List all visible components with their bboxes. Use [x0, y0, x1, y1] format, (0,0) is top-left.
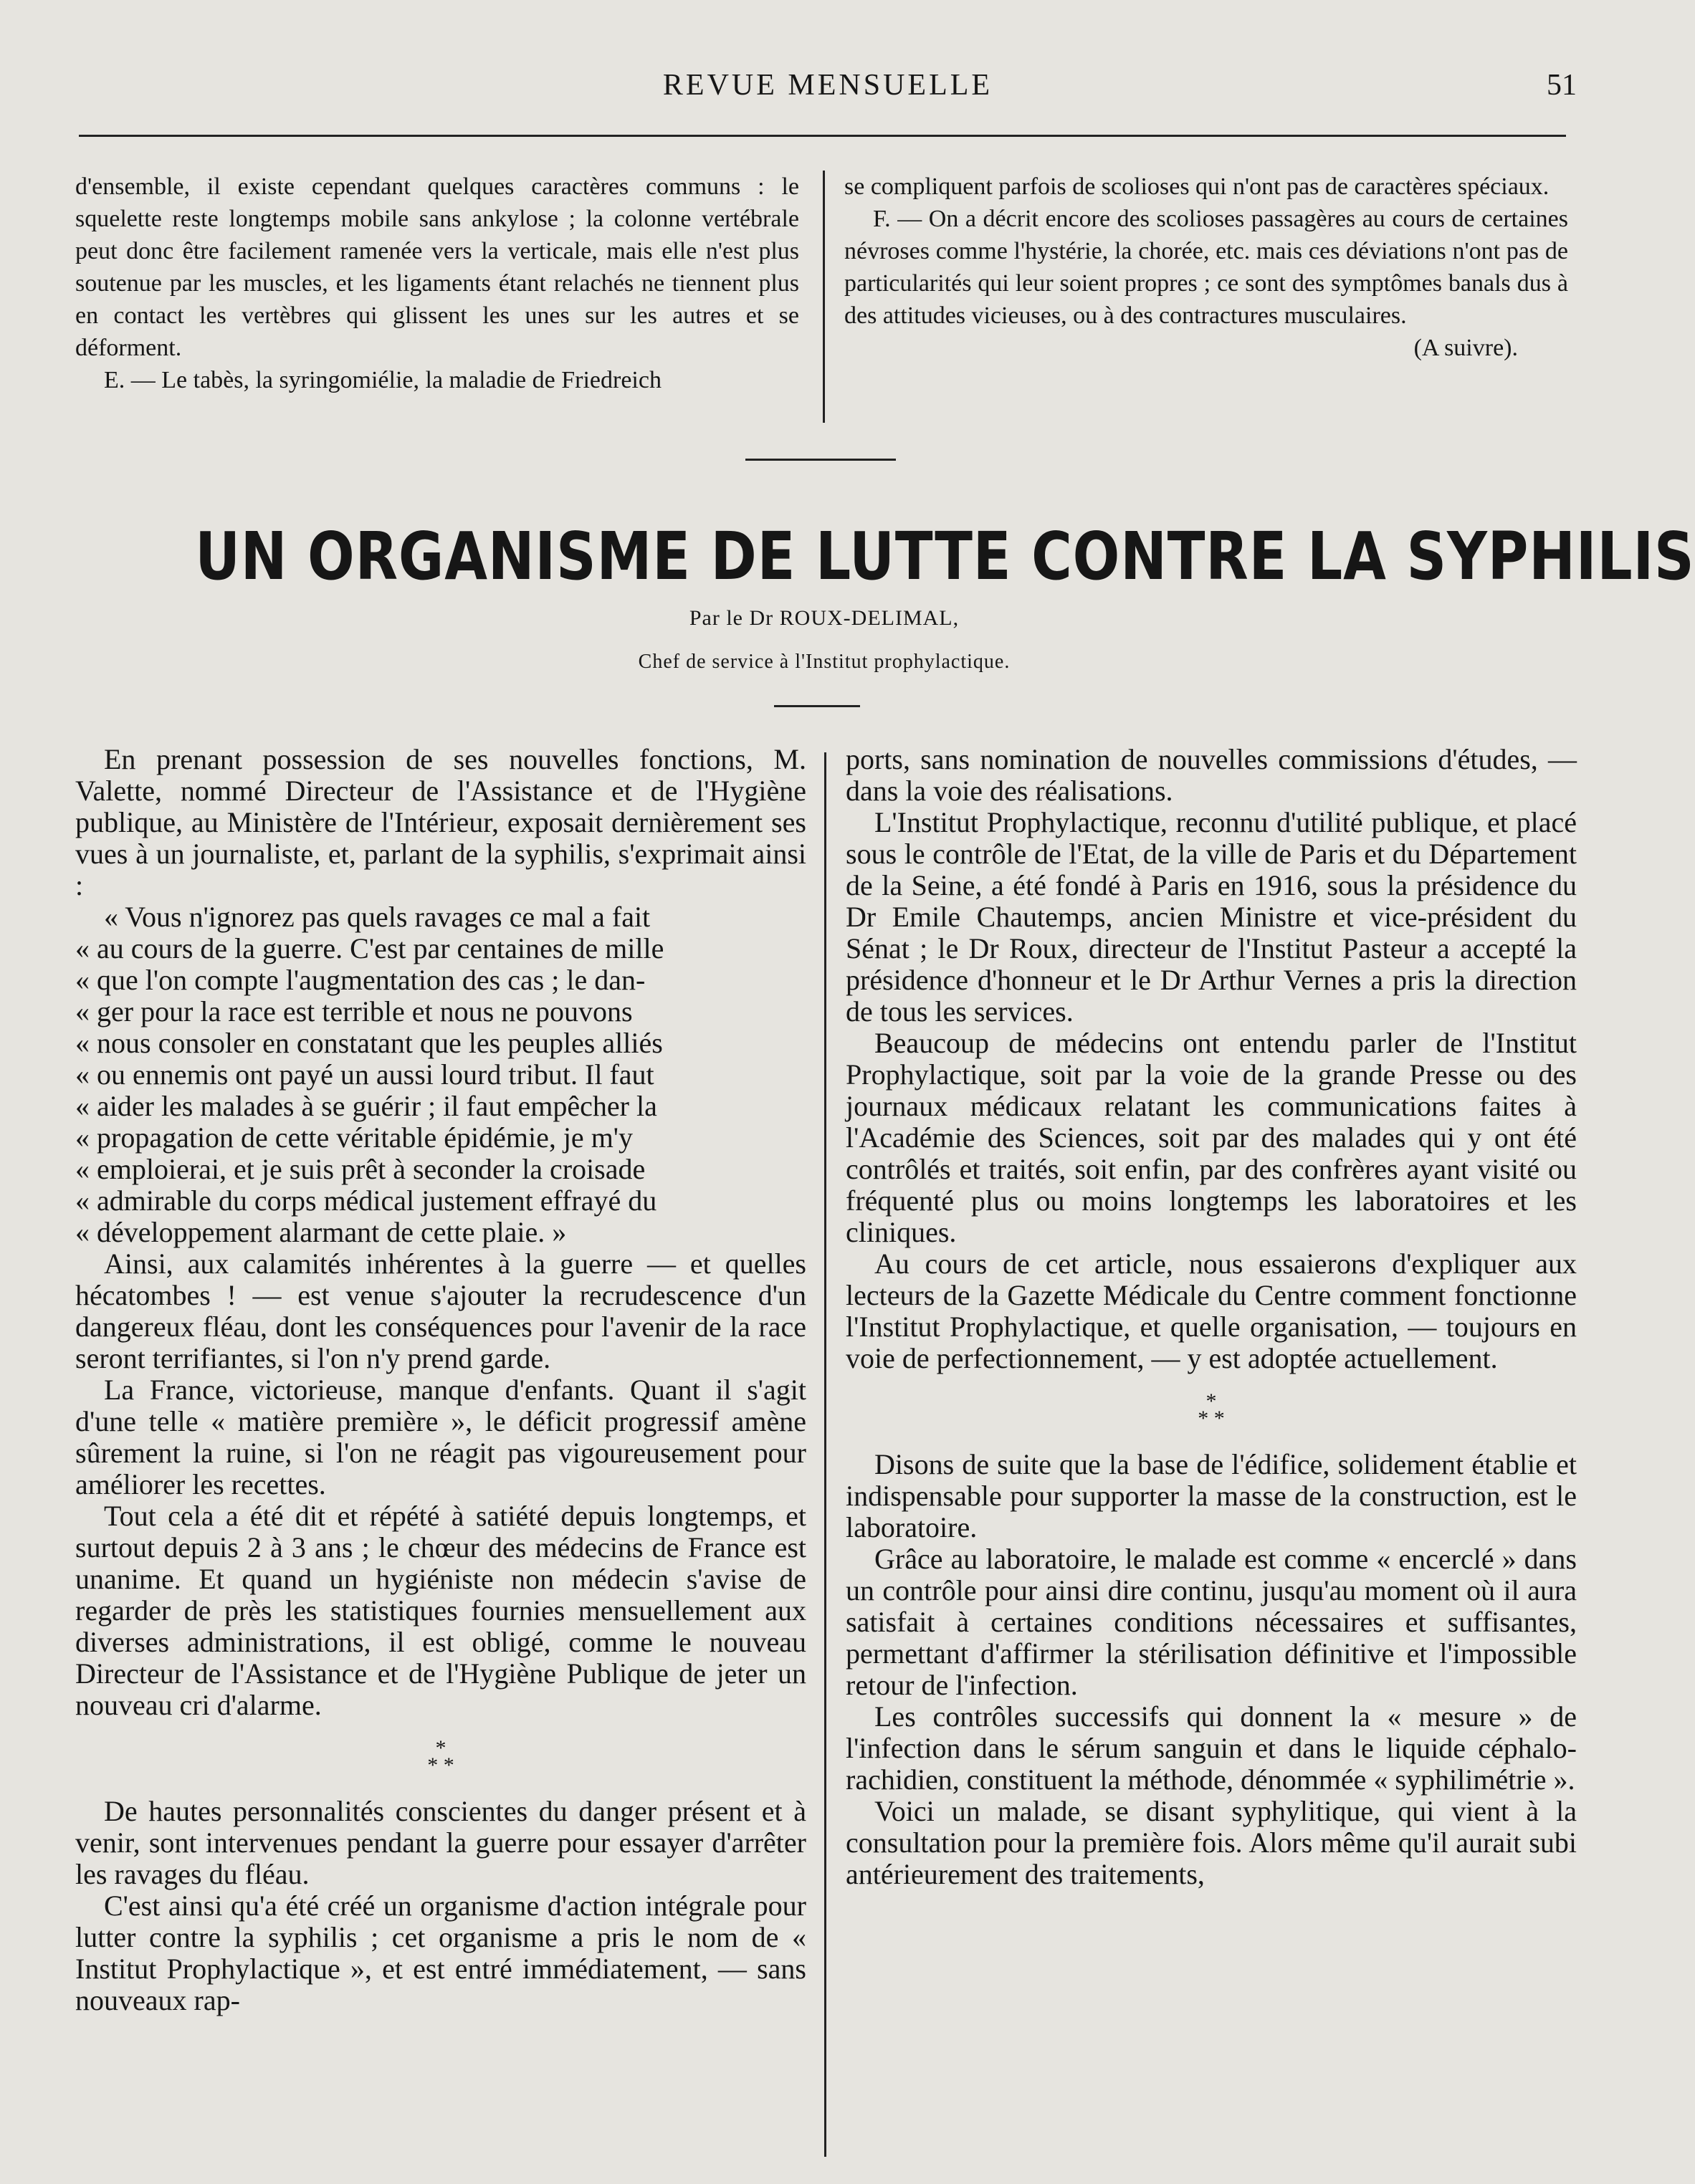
paragraph: Au cours de cet article, nous essaierons d'expliquer aux lecteurs de la Gazette Médicale du Centre comment fonctionne l'Institut Prophylactique, et quelle organisation, — toujours en voie de perfectionnement, — y est adoptée actuellement. — [846, 1247, 1577, 1374]
paragraph: Grâce au laboratoire, le malade est comme « encerclé » dans un contrôle pour ainsi dire continu, jusqu'au moment où il aura satisfait à certaines conditions nécessaires et suffisantes, permettant d'affirmer la stérilisation définitive et l'impossible retour de l'infection. — [846, 1543, 1577, 1701]
column-divider — [824, 752, 826, 2157]
title-rule — [774, 705, 860, 707]
continuation-paragraph: se compliquent parfois de scolioses qui n'ont pas de caractères spéciaux. — [844, 173, 1550, 200]
continuation-paragraph: d'ensemble, il existe cependant quelques caractères communs : le squelette reste longtemps mobile sans ankylose ; la colonne vertébrale peut donc être facilement ramenée vers la verticale, mais elle n'est plus soutenue par les muscles, et les ligaments étant relachés ne tiennent plus en contact les vertèbres qui glissent les unes sur les autres et se déforment. — [75, 173, 799, 361]
quote-line: « développement alarmant de cette plaie. » — [75, 1216, 567, 1248]
paragraph: Voici un malade, se disant syphylitique, qui vient à la consultation pour la première fois. Alors même qu'il aurait subi antérieurement des traitements, — [846, 1795, 1577, 1890]
quote-line: « au cours de la guerre. C'est par centaines de mille — [75, 932, 664, 964]
asterism-divider — [846, 1389, 1577, 1430]
section-rule — [745, 459, 896, 461]
quote-line: « aider les malades à se guérir ; il faut empêcher la — [75, 1090, 657, 1122]
quote-line: « nous consoler en constatant que les peuples alliés — [75, 1027, 663, 1059]
asterism-top: * — [1205, 1389, 1217, 1413]
quote-line: « que l'on compte l'augmentation des cas ; le dan- — [75, 964, 646, 996]
paragraph: En prenant possession de ses nouvelles fonctions, M. Valette, nommé Directeur de l'Assistance et de l'Hygiène publique, au Ministère de l'Intérieur, exposait dernièrement ses vues à un journaliste, et, parlant de la syphilis, s'exprimait ainsi : — [75, 743, 806, 901]
continuation-paragraph: F. — On a décrit encore des scolioses passagères au cours de certaines névroses comme l'hystérie, la chorée, etc. mais ces déviations n'ont pas de particularités qui leur soient propres ; ce sont des symptômes banals dus à des attitudes vicieuses, ou à des contractures musculaires. — [844, 206, 1568, 329]
to-be-continued: (A suivre). — [1413, 335, 1518, 361]
page-number: 51 — [1547, 69, 1577, 102]
article-byline: Par le Dr ROUX-DELIMAL, — [689, 606, 960, 630]
paragraph: ports, sans nomination de nouvelles commissions d'études, — dans la voie des réalisations. — [846, 743, 1577, 807]
paragraph: Les contrôles successifs qui donnent la « mesure » de l'infection dans le sérum sanguin et dans le liquide céphalo-rachidien, constituent la méthode, dénommée « syphilimétrie ». — [846, 1700, 1577, 1796]
quote-line: « emploierai, et je suis prêt à seconder la croisade — [75, 1153, 646, 1185]
asterism-bottom: * * — [1198, 1407, 1225, 1430]
paragraph: Disons de suite que la base de l'édifice, solidement établie et indispensable pour supporter la masse de la construction, est le laboratoire. — [846, 1448, 1577, 1543]
quote-line: « ger pour la race est terrible et nous ne pouvons — [75, 995, 633, 1028]
asterism-top: * — [435, 1736, 447, 1760]
asterism-divider — [75, 1736, 806, 1777]
paragraph: Ainsi, aux calamités inhérentes à la guerre — et quelles hécatombes ! — est venue s'ajouter la recrudescence d'un dangereux fléau, dont les conséquences pour l'avenir de la race seront terrifiantes, si l'on n'y prend garde. — [75, 1247, 806, 1374]
quote-line: « ou ennemis ont payé un aussi lourd tribut. Il faut — [75, 1058, 654, 1091]
paragraph: C'est ainsi qu'a été créé un organisme d'action intégrale pour lutter contre la syphilis ; cet organisme a pris le nom de « Institut Prophylactique », et est entré immédiatement, — sans nouveaux rap- — [75, 1890, 806, 2016]
continuation-paragraph: E. — Le tabès, la syringomiélie, la maladie de Friedreich — [104, 367, 662, 393]
running-head — [79, 68, 1577, 111]
quote-line: « propagation de cette véritable épidémie, je m'y — [75, 1121, 634, 1154]
quote-line: « admirable du corps médical justement effrayé du — [75, 1184, 657, 1217]
paragraph: L'Institut Prophylactique, reconnu d'utilité publique, et placé sous le contrôle de l'Etat, de la ville de Paris et du Département de la Seine, a été fondé à Paris en 1916, sous la présidence du Dr Emile Chautemps, ancien Ministre et vice-président du Sénat ; le Dr Roux, directeur de l'Institut Pasteur a accepté la présidence d'honneur et le Dr Arthur Vernes a pris la direction de tous les services. — [846, 806, 1577, 1028]
continuation-right-column — [844, 171, 1568, 428]
article-title: UN ORGANISME DE LUTTE CONTRE LA SYPHILIS — [195, 518, 1695, 595]
column-divider — [823, 171, 825, 423]
article-affiliation: Chef de service à l'Institut prophylactique. — [638, 651, 1011, 673]
quote-line: « Vous n'ignorez pas quels ravages ce mal a fait — [104, 901, 651, 933]
paragraph: La France, victorieuse, manque d'enfants. Quant il s'agit d'une telle « matière première », le déficit progressif amène sûrement la ruine, si l'on ne réagit pas vigoureusement pour améliorer les recettes. — [75, 1374, 806, 1500]
minister-quote — [75, 901, 806, 1248]
paragraph: De hautes personnalités conscientes du danger présent et à venir, sont intervenues pendant la guerre pour essayer d'arrêter les ravages du fléau. — [75, 1795, 806, 1890]
running-title: REVUE MENSUELLE — [662, 69, 993, 102]
article-left-column — [75, 744, 806, 2155]
header-rule — [79, 135, 1566, 137]
continuation-left-column — [75, 171, 799, 428]
paragraph: Tout cela a été dit et répété à satiété depuis longtemps, et surtout depuis 2 à 3 ans ; le chœur des médecins de France est unanime. Et quand un hygiéniste non médecin s'avise de regarder de près les statistiques fournies mensuellement aux diverses administrations, il est obligé, comme le nouveau Directeur de l'Assistance et de l'Hygiène Publique de jeter un nouveau cri d'alarme. — [75, 1500, 806, 1721]
article-right-column — [846, 744, 1577, 2155]
asterism-bottom: * * — [427, 1753, 454, 1777]
paragraph: Beaucoup de médecins ont entendu parler de l'Institut Prophylactique, soit par la voie de la grande Presse ou des journaux médicaux relatant les communications faites à l'Académie des Sciences, soit par des malades qui y ont été contrôlés et traités, soit enfin, par des confrères ayant visité ou fréquenté plus ou moins longtemps les laboratoires et les cliniques. — [846, 1027, 1577, 1248]
